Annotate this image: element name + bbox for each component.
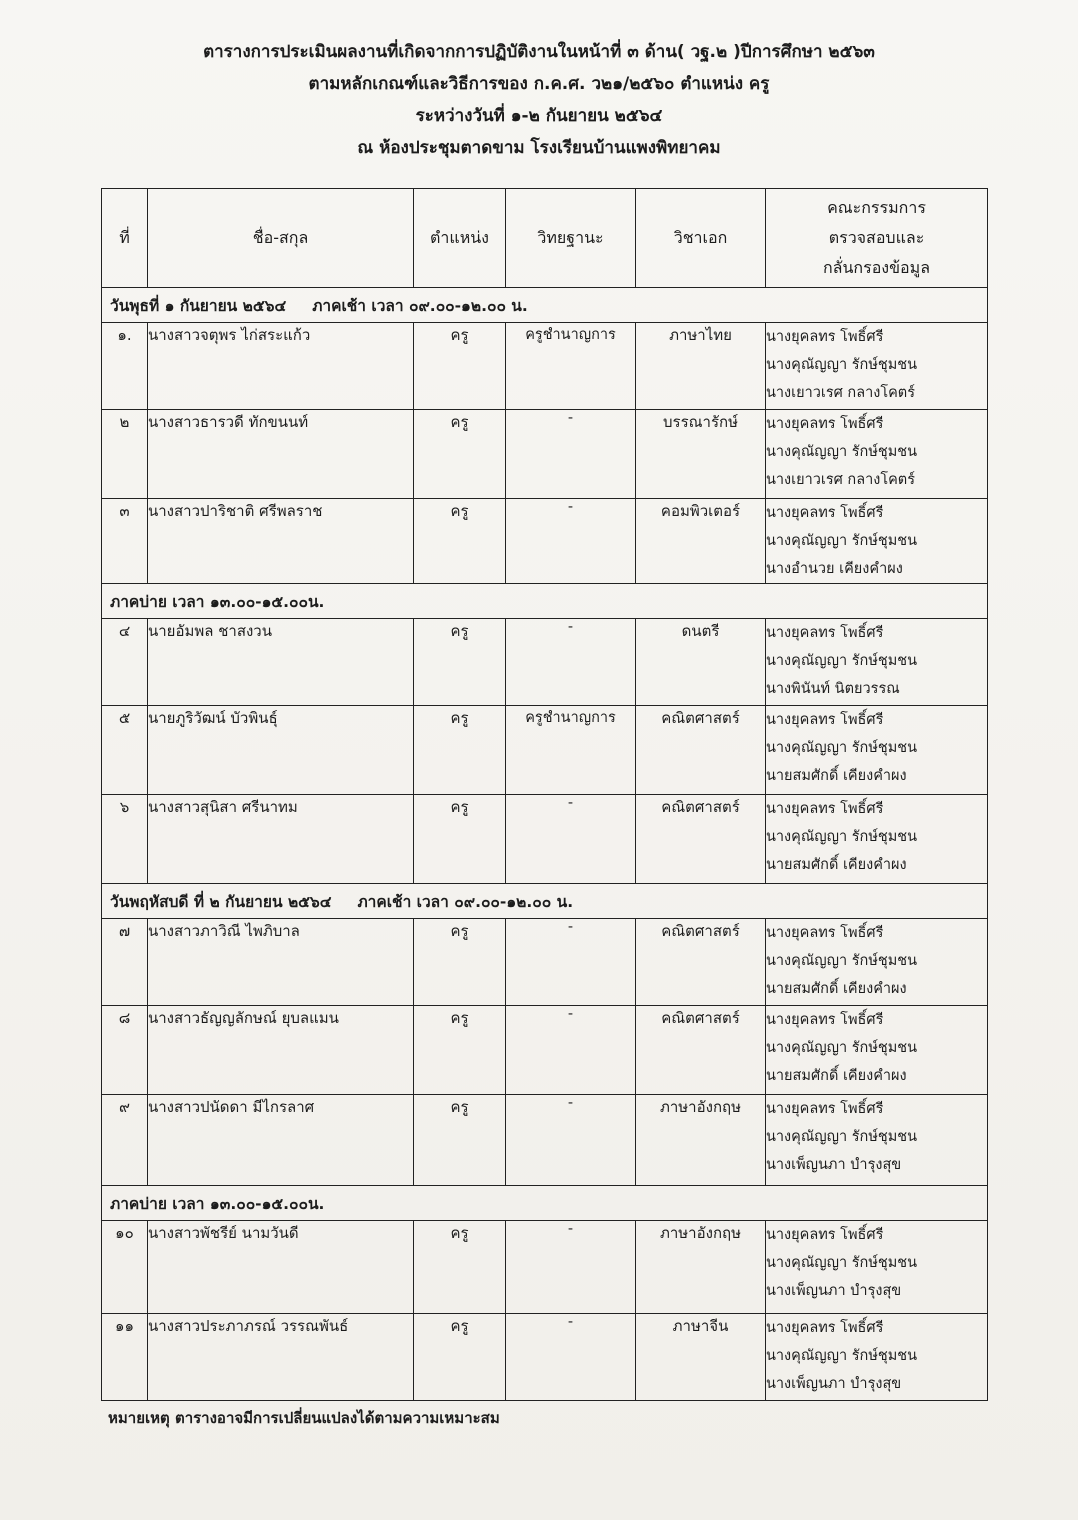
teacher-name: นางสาวสุนิสา ศรีนาทม: [148, 795, 414, 884]
teacher-major: ดนตรี: [636, 619, 766, 706]
document-header: [0, 36, 1078, 164]
teacher-rank: -: [506, 1095, 636, 1186]
committee-cell: [766, 1314, 988, 1401]
committee-member: นางคุณัญญา รักษ์ชุมชน: [766, 829, 918, 845]
committee-member: นางเพ็ญนภา บำรุงสุข: [766, 1376, 902, 1392]
committee-cell: [766, 795, 988, 884]
teacher-position: ครู: [414, 619, 506, 706]
table-row: [102, 706, 988, 795]
table-row: [102, 410, 988, 499]
committee-member: นางยุคลทร โพธิ์ศรี: [766, 329, 884, 345]
committee-member: นางเพ็ญนภา บำรุงสุข: [766, 1283, 902, 1299]
session-header-row: [102, 288, 988, 323]
teacher-name: นางสาวภาวิณี ไพภิบาล: [148, 919, 414, 1006]
column-header-position: ตำแหน่ง: [414, 189, 506, 288]
table-header-row: [102, 189, 988, 288]
teacher-rank: -: [506, 1006, 636, 1095]
row-number: ๓: [102, 499, 148, 584]
committee-member: นางคุณัญญา รักษ์ชุมชน: [766, 653, 918, 669]
teacher-major: ภาษาอังกฤษ: [636, 1221, 766, 1314]
teacher-name: นางสาวปนัดดา มีไกรลาศ: [148, 1095, 414, 1186]
committee-cell: [766, 619, 988, 706]
teacher-name: นายภูริวัฒน์ บัวพินธุ์: [148, 706, 414, 795]
session-header-row: [102, 884, 988, 919]
committee-member: นางคุณัญญา รักษ์ชุมชน: [766, 1255, 918, 1271]
header-title: ตารางการประเมินผลงานที่เกิดจากการปฏิบัติงานในหน้าที่ ๓ ด้าน( วฐ.๒ )ปีการศึกษา ๒๕๖๓: [203, 42, 875, 62]
committee-member: นางเยาวเรศ กลางโคตร์: [766, 472, 916, 488]
committee-member: นางยุคลทร โพธิ์ศรี: [766, 1101, 884, 1117]
teacher-major: คณิตศาสตร์: [636, 919, 766, 1006]
committee-cell: [766, 323, 988, 410]
teacher-rank: -: [506, 499, 636, 584]
row-number: ๑๐: [102, 1221, 148, 1314]
teacher-major: คณิตศาสตร์: [636, 795, 766, 884]
teacher-name: นางสาวธัญญลักษณ์ ยุบลแมน: [148, 1006, 414, 1095]
column-header-major: วิชาเอก: [636, 189, 766, 288]
teacher-rank: -: [506, 619, 636, 706]
committee-member: นางยุคลทร โพธิ์ศรี: [766, 416, 884, 432]
teacher-rank: -: [506, 1221, 636, 1314]
committee-member: นางยุคลทร โพธิ์ศรี: [766, 1320, 884, 1336]
table-body: [102, 288, 988, 1401]
teacher-name: นางสาวจตุพร ไก่สระแก้ว: [148, 323, 414, 410]
session-header-cell: [102, 584, 988, 619]
teacher-name: นายอัมพล ชาสงวน: [148, 619, 414, 706]
committee-cell: [766, 1221, 988, 1314]
header-criteria: ตามหลักเกณฑ์และวิธีการของ ก.ค.ศ. ว๒๑/๒๕๖๐ ตำแหน่ง ครู: [308, 74, 770, 94]
table-row: [102, 1095, 988, 1186]
table-row: [102, 1314, 988, 1401]
committee-member: นายสมศักดิ์ เคียงคำผง: [766, 768, 907, 784]
teacher-major: บรรณารักษ์: [636, 410, 766, 499]
teacher-major: คณิตศาสตร์: [636, 706, 766, 795]
committee-member: นางคุณัญญา รักษ์ชุมชน: [766, 1129, 918, 1145]
table-row: [102, 499, 988, 584]
footnote: หมายเหตุ ตารางอาจมีการเปลี่ยนแปลงได้ตามความเหมาะสม: [108, 1409, 500, 1427]
committee-header-line: คณะกรรมการ: [827, 198, 926, 217]
committee-member: นางเพ็ญนภา บำรุงสุข: [766, 1157, 902, 1173]
teacher-rank: ครูชำนาญการ: [506, 323, 636, 410]
teacher-position: ครู: [414, 323, 506, 410]
session-time: ภาคบ่าย เวลา ๑๓.๐๐-๑๕.๐๐น.: [110, 1194, 325, 1213]
committee-member: นายสมศักดิ์ เคียงคำผง: [766, 981, 907, 997]
committee-member: นางคุณัญญา รักษ์ชุมชน: [766, 1040, 918, 1056]
teacher-position: ครู: [414, 919, 506, 1006]
teacher-position: ครู: [414, 1095, 506, 1186]
row-number: ๖: [102, 795, 148, 884]
teacher-major: ภาษาจีน: [636, 1314, 766, 1401]
row-number: ๑.: [102, 323, 148, 410]
table-row: [102, 323, 988, 410]
teacher-name: นางสาวประภาภรณ์ วรรณพันธ์: [148, 1314, 414, 1401]
committee-member: นางคุณัญญา รักษ์ชุมชน: [766, 953, 918, 969]
committee-member: นางคุณัญญา รักษ์ชุมชน: [766, 357, 918, 373]
session-header-cell: [102, 288, 988, 323]
teacher-name: นางสาวปาริชาติ ศรีพลราช: [148, 499, 414, 584]
committee-header-line: ตรวจสอบและ: [828, 228, 925, 247]
table-row: [102, 619, 988, 706]
row-number: ๗: [102, 919, 148, 1006]
table-row: [102, 795, 988, 884]
table-row: [102, 919, 988, 1006]
evaluation-schedule-table: [101, 188, 988, 1401]
session-time: ภาคบ่าย เวลา ๑๓.๐๐-๑๕.๐๐น.: [110, 592, 325, 611]
teacher-name: นางสาวธารวดี ทักขนนท์: [148, 410, 414, 499]
committee-member: นางยุคลทร โพธิ์ศรี: [766, 801, 884, 817]
row-number: ๙: [102, 1095, 148, 1186]
column-header-rank: วิทยฐานะ: [506, 189, 636, 288]
committee-member: นางอำนวย เคียงคำผง: [766, 561, 903, 577]
table-row: [102, 1006, 988, 1095]
column-header-name: ชื่อ-สกุล: [148, 189, 414, 288]
session-header-cell: [102, 1186, 988, 1221]
committee-member: นายสมศักดิ์ เคียงคำผง: [766, 1068, 907, 1084]
committee-member: นางคุณัญญา รักษ์ชุมชน: [766, 533, 918, 549]
session-time: ภาคเช้า เวลา ๐๙.๐๐-๑๒.๐๐ น.: [357, 892, 574, 911]
row-number: ๔: [102, 619, 148, 706]
teacher-rank: ครูชำนาญการ: [506, 706, 636, 795]
committee-member: นางคุณัญญา รักษ์ชุมชน: [766, 1348, 918, 1364]
teacher-position: ครู: [414, 1221, 506, 1314]
row-number: ๕: [102, 706, 148, 795]
row-number: ๒: [102, 410, 148, 499]
committee-member: นางยุคลทร โพธิ์ศรี: [766, 712, 884, 728]
teacher-major: คณิตศาสตร์: [636, 1006, 766, 1095]
teacher-rank: -: [506, 1314, 636, 1401]
committee-cell: [766, 706, 988, 795]
column-header-no: ที่: [102, 189, 148, 288]
teacher-position: ครู: [414, 795, 506, 884]
teacher-position: ครู: [414, 1006, 506, 1095]
teacher-major: ภาษาไทย: [636, 323, 766, 410]
teacher-position: ครู: [414, 499, 506, 584]
teacher-rank: -: [506, 795, 636, 884]
teacher-position: ครู: [414, 706, 506, 795]
committee-member: นางยุคลทร โพธิ์ศรี: [766, 625, 884, 641]
committee-member: นางพินันท์ นิตยวรรณ: [766, 681, 900, 697]
session-day: วันพุธที่ ๑ กันยายน ๒๕๖๔: [110, 296, 287, 315]
teacher-position: ครู: [414, 1314, 506, 1401]
session-day: วันพฤหัสบดี ที่ ๒ กันยายน ๒๕๖๔: [110, 892, 332, 911]
teacher-major: คอมพิวเตอร์: [636, 499, 766, 584]
committee-cell: [766, 410, 988, 499]
header-dates: ระหว่างวันที่ ๑-๒ กันยายน ๒๕๖๔: [415, 106, 663, 126]
session-header-row: [102, 584, 988, 619]
table-row: [102, 1221, 988, 1314]
row-number: ๘: [102, 1006, 148, 1095]
teacher-position: ครู: [414, 410, 506, 499]
committee-cell: [766, 499, 988, 584]
committee-member: นางยุคลทร โพธิ์ศรี: [766, 1012, 884, 1028]
committee-cell: [766, 919, 988, 1006]
header-venue: ณ ห้องประชุมตาดขาม โรงเรียนบ้านแพงพิทยาคม: [357, 138, 721, 158]
session-header-row: [102, 1186, 988, 1221]
committee-cell: [766, 1006, 988, 1095]
teacher-major: ภาษาอังกฤษ: [636, 1095, 766, 1186]
committee-header-line: กลั่นกรองข้อมูล: [822, 258, 931, 277]
session-header-cell: [102, 884, 988, 919]
row-number: ๑๑: [102, 1314, 148, 1401]
committee-member: นางยุคลทร โพธิ์ศรี: [766, 1227, 884, 1243]
committee-member: นางคุณัญญา รักษ์ชุมชน: [766, 740, 918, 756]
teacher-name: นางสาวพัชรีย์ นามวันดี: [148, 1221, 414, 1314]
teacher-rank: -: [506, 410, 636, 499]
column-header-committee: [766, 189, 988, 288]
committee-member: นางเยาวเรศ กลางโคตร์: [766, 385, 916, 401]
committee-member: นางยุคลทร โพธิ์ศรี: [766, 505, 884, 521]
committee-member: นางยุคลทร โพธิ์ศรี: [766, 925, 884, 941]
teacher-rank: -: [506, 919, 636, 1006]
committee-member: นางคุณัญญา รักษ์ชุมชน: [766, 444, 918, 460]
session-time: ภาคเช้า เวลา ๐๙.๐๐-๑๒.๐๐ น.: [312, 296, 528, 315]
committee-cell: [766, 1095, 988, 1186]
committee-member: นายสมศักดิ์ เคียงคำผง: [766, 857, 907, 873]
